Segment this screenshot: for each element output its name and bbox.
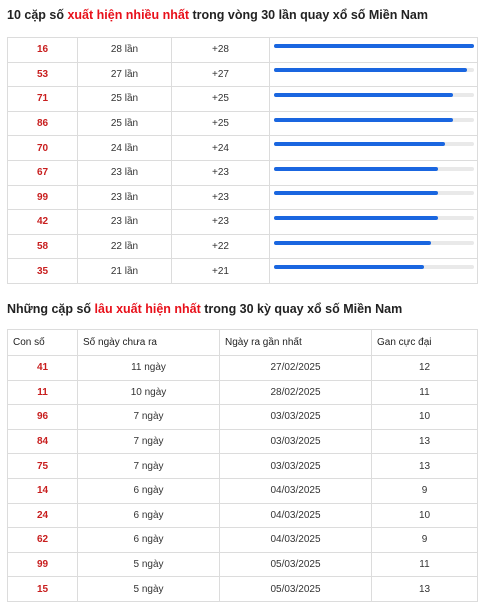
frequency-bar-fill bbox=[274, 191, 438, 195]
days-not-drawn: 10 ngày bbox=[78, 380, 220, 405]
occurrence-count: 22 lần bbox=[78, 234, 172, 259]
occurrence-plus: +23 bbox=[172, 160, 270, 185]
last-drawn-date: 03/03/2025 bbox=[220, 429, 372, 454]
frequency-bar-fill bbox=[274, 265, 424, 269]
table-row bbox=[8, 234, 478, 259]
max-gap: 13 bbox=[372, 454, 478, 479]
header-ngay-ra-gan-nhat: Ngày ra gần nhất bbox=[220, 330, 372, 356]
pair-number: 99 bbox=[8, 185, 78, 210]
frequency-bar-cell bbox=[270, 38, 478, 63]
last-drawn-date: 28/02/2025 bbox=[220, 380, 372, 405]
pair-number: 16 bbox=[8, 38, 78, 63]
days-not-drawn: 5 ngày bbox=[78, 552, 220, 577]
last-drawn-date: 04/03/2025 bbox=[220, 503, 372, 528]
max-gap: 13 bbox=[372, 429, 478, 454]
frequency-bar-cell bbox=[270, 62, 478, 87]
last-drawn-date: 04/03/2025 bbox=[220, 478, 372, 503]
occurrence-plus: +24 bbox=[172, 136, 270, 161]
section2-title-highlight: lâu xuất hiện nhất bbox=[94, 302, 201, 316]
table-header-row bbox=[8, 330, 478, 356]
last-drawn-date: 04/03/2025 bbox=[220, 528, 372, 553]
header-gan-cuc-dai: Gan cực đại bbox=[372, 330, 478, 356]
pair-number: 67 bbox=[8, 160, 78, 185]
frequency-bar-cell bbox=[270, 136, 478, 161]
section1-title-pre: 10 cặp số bbox=[7, 8, 68, 22]
table-row bbox=[8, 528, 478, 553]
max-gap: 10 bbox=[372, 503, 478, 528]
section1-title bbox=[7, 8, 428, 22]
pair-number: 58 bbox=[8, 234, 78, 259]
section2-title-post: trong 30 kỳ quay xổ số Miền Nam bbox=[200, 302, 403, 316]
table-row bbox=[8, 577, 478, 602]
occurrence-plus: +27 bbox=[172, 62, 270, 87]
occurrence-count: 27 lần bbox=[78, 62, 172, 87]
table-row bbox=[8, 380, 478, 405]
header-so-ngay-chua-ra: Số ngày chưa ra bbox=[78, 330, 220, 356]
header-con-so: Con số bbox=[8, 330, 78, 356]
occurrence-count: 24 lần bbox=[78, 136, 172, 161]
days-not-drawn: 6 ngày bbox=[78, 478, 220, 503]
frequency-bar-cell bbox=[270, 87, 478, 112]
last-drawn-date: 27/02/2025 bbox=[220, 356, 372, 381]
section1-title-post: trong vòng 30 lần quay xổ số Miền Nam bbox=[189, 8, 428, 22]
days-not-drawn: 6 ngày bbox=[78, 503, 220, 528]
days-not-drawn: 7 ngày bbox=[78, 405, 220, 430]
max-gap: 9 bbox=[372, 478, 478, 503]
max-gap: 11 bbox=[372, 552, 478, 577]
table-row bbox=[8, 552, 478, 577]
days-not-drawn: 6 ngày bbox=[78, 528, 220, 553]
frequency-bar-track bbox=[274, 118, 474, 122]
table-row bbox=[8, 478, 478, 503]
frequency-bar-fill bbox=[274, 44, 474, 48]
frequency-bar-track bbox=[274, 191, 474, 195]
frequent-pairs-table bbox=[7, 37, 478, 284]
frequency-bar-fill bbox=[274, 118, 453, 122]
section2-title-pre: Những cặp số bbox=[7, 302, 95, 316]
frequency-bar-fill bbox=[274, 93, 453, 97]
pair-number: 84 bbox=[8, 429, 78, 454]
max-gap: 9 bbox=[372, 528, 478, 553]
pair-number: 53 bbox=[8, 62, 78, 87]
table-row bbox=[8, 405, 478, 430]
days-not-drawn: 11 ngày bbox=[78, 356, 220, 381]
last-drawn-date: 03/03/2025 bbox=[220, 454, 372, 479]
occurrence-plus: +22 bbox=[172, 234, 270, 259]
frequency-bar-fill bbox=[274, 216, 438, 220]
occurrence-plus: +23 bbox=[172, 185, 270, 210]
pair-number: 99 bbox=[8, 552, 78, 577]
table-row bbox=[8, 259, 478, 284]
max-gap: 13 bbox=[372, 577, 478, 602]
pair-number: 86 bbox=[8, 111, 78, 136]
days-not-drawn: 7 ngày bbox=[78, 429, 220, 454]
frequency-bar-track bbox=[274, 265, 474, 269]
pair-number: 70 bbox=[8, 136, 78, 161]
pair-number: 71 bbox=[8, 87, 78, 112]
table-row bbox=[8, 87, 478, 112]
table-row bbox=[8, 185, 478, 210]
frequency-bar-track bbox=[274, 93, 474, 97]
last-drawn-date: 03/03/2025 bbox=[220, 405, 372, 430]
table-row bbox=[8, 503, 478, 528]
occurrence-plus: +23 bbox=[172, 210, 270, 235]
table-row bbox=[8, 62, 478, 87]
frequency-bar-cell bbox=[270, 210, 478, 235]
frequency-bar-cell bbox=[270, 160, 478, 185]
section1-title-highlight: xuất hiện nhiều nhất bbox=[67, 8, 189, 22]
table-row bbox=[8, 160, 478, 185]
table-row bbox=[8, 429, 478, 454]
occurrence-plus: +25 bbox=[172, 87, 270, 112]
pair-number: 15 bbox=[8, 577, 78, 602]
frequency-bar-track bbox=[274, 167, 474, 171]
table-row bbox=[8, 38, 478, 63]
frequency-bar-cell bbox=[270, 111, 478, 136]
occurrence-plus: +25 bbox=[172, 111, 270, 136]
frequency-bar-fill bbox=[274, 68, 467, 72]
occurrence-count: 28 lần bbox=[78, 38, 172, 63]
occurrence-count: 25 lần bbox=[78, 87, 172, 112]
frequency-bar-track bbox=[274, 216, 474, 220]
max-gap: 11 bbox=[372, 380, 478, 405]
frequency-bar-fill bbox=[274, 241, 431, 245]
pair-number: 35 bbox=[8, 259, 78, 284]
max-gap: 10 bbox=[372, 405, 478, 430]
pair-number: 24 bbox=[8, 503, 78, 528]
frequency-bar-fill bbox=[274, 142, 445, 146]
occurrence-count: 23 lần bbox=[78, 185, 172, 210]
max-gap: 12 bbox=[372, 356, 478, 381]
last-drawn-date: 05/03/2025 bbox=[220, 552, 372, 577]
pair-number: 11 bbox=[8, 380, 78, 405]
occurrence-count: 25 lần bbox=[78, 111, 172, 136]
frequency-bar-track bbox=[274, 241, 474, 245]
occurrence-plus: +21 bbox=[172, 259, 270, 284]
pair-number: 42 bbox=[8, 210, 78, 235]
table-row bbox=[8, 136, 478, 161]
occurrence-count: 23 lần bbox=[78, 210, 172, 235]
pair-number: 14 bbox=[8, 478, 78, 503]
last-drawn-date: 05/03/2025 bbox=[220, 577, 372, 602]
days-not-drawn: 7 ngày bbox=[78, 454, 220, 479]
pair-number: 41 bbox=[8, 356, 78, 381]
table-row bbox=[8, 356, 478, 381]
table-row bbox=[8, 454, 478, 479]
pair-number: 62 bbox=[8, 528, 78, 553]
section2-title bbox=[7, 302, 402, 316]
frequency-bar-track bbox=[274, 44, 474, 48]
occurrence-plus: +28 bbox=[172, 38, 270, 63]
pair-number: 75 bbox=[8, 454, 78, 479]
frequency-bar-cell bbox=[270, 185, 478, 210]
table-row bbox=[8, 111, 478, 136]
frequency-bar-fill bbox=[274, 167, 438, 171]
frequency-bar-cell bbox=[270, 259, 478, 284]
occurrence-count: 21 lần bbox=[78, 259, 172, 284]
frequency-bar-track bbox=[274, 68, 474, 72]
pair-number: 96 bbox=[8, 405, 78, 430]
frequency-bar-cell bbox=[270, 234, 478, 259]
occurrence-count: 23 lần bbox=[78, 160, 172, 185]
frequency-bar-track bbox=[274, 142, 474, 146]
days-not-drawn: 5 ngày bbox=[78, 577, 220, 602]
table-row bbox=[8, 210, 478, 235]
overdue-pairs-table bbox=[7, 329, 478, 602]
